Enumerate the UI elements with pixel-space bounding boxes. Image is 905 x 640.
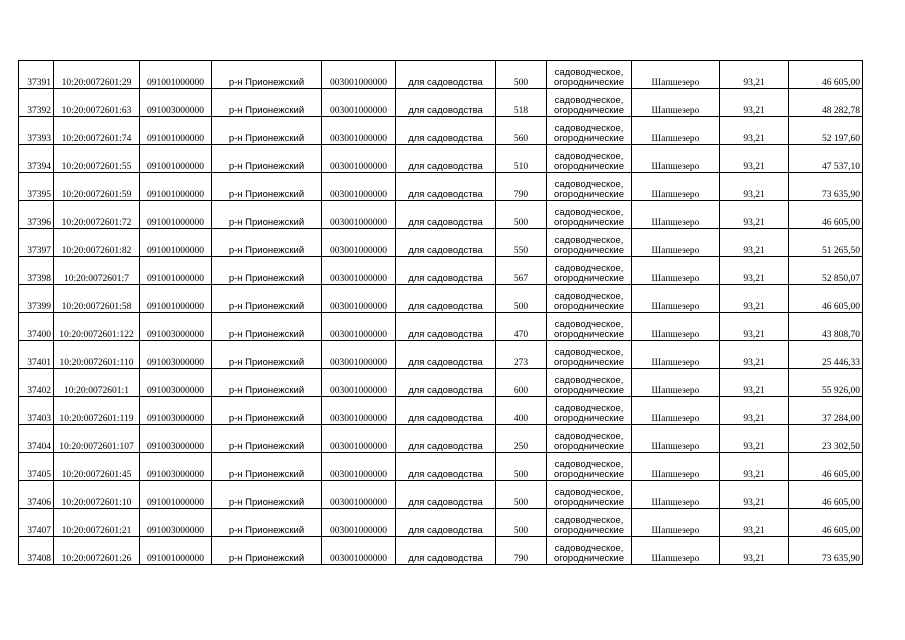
cadastral-value: 23 302,50 [789,425,863,453]
oktmo-code: 091003000000 [140,425,212,453]
purpose-line-1: садоводческое, [554,67,624,78]
category-code: 003001000000 [322,509,396,537]
cadastral-number: 10:20:0072601:107 [54,425,140,453]
plot-area: 560 [496,117,547,145]
category-code: 003001000000 [322,117,396,145]
table-row [19,369,863,397]
purpose-line-2: огороднические [553,273,624,284]
specific-value: 93,21 [720,257,789,285]
cadastral-value: 37 284,00 [789,397,863,425]
purpose-line-1: садоводческое, [554,151,624,162]
plot-area: 500 [496,509,547,537]
row-number: 37407 [19,509,54,537]
specific-value: 93,21 [720,369,789,397]
purpose-line-1: садоводческое, [554,263,624,274]
permitted-use: для садоводства [396,369,496,397]
plot-area: 550 [496,229,547,257]
row-number: 37393 [19,117,54,145]
cadastral-value: 51 265,50 [789,229,863,257]
row-number: 37403 [19,397,54,425]
purpose [547,313,632,341]
location: Шапшезеро [632,453,720,481]
purpose-line-1: садоводческое, [554,347,624,358]
purpose-line-2: огороднические [553,413,624,424]
row-number: 37396 [19,201,54,229]
location: Шапшезеро [632,509,720,537]
table-row [19,537,863,565]
purpose-line-2: огороднические [553,357,624,368]
permitted-use: для садоводства [396,173,496,201]
cadastral-value: 46 605,00 [789,509,863,537]
plot-area: 518 [496,89,547,117]
cadastral-value: 46 605,00 [789,61,863,89]
table-row [19,397,863,425]
table-row [19,173,863,201]
table-row [19,257,863,285]
cadastral-value: 73 635,90 [789,537,863,565]
district: р-н Прионежский [212,117,322,145]
specific-value: 93,21 [720,425,789,453]
category-code: 003001000000 [322,145,396,173]
purpose [547,61,632,89]
purpose-line-1: садоводческое, [554,319,624,330]
oktmo-code: 091003000000 [140,369,212,397]
cadastral-value: 25 446,33 [789,341,863,369]
category-code: 003001000000 [322,173,396,201]
purpose-line-2: огороднические [553,301,624,312]
cadastral-number: 10:20:0072601:26 [54,537,140,565]
district: р-н Прионежский [212,285,322,313]
purpose-line-2: огороднические [553,77,624,88]
purpose [547,509,632,537]
permitted-use: для садоводства [396,341,496,369]
district: р-н Прионежский [212,229,322,257]
district: р-н Прионежский [212,89,322,117]
permitted-use: для садоводства [396,425,496,453]
table-row [19,285,863,313]
row-number: 37401 [19,341,54,369]
plot-area: 567 [496,257,547,285]
permitted-use: для садоводства [396,537,496,565]
purpose-line-1: садоводческое, [554,487,624,498]
category-code: 003001000000 [322,285,396,313]
permitted-use: для садоводства [396,145,496,173]
category-code: 003001000000 [322,313,396,341]
purpose-line-2: огороднические [553,105,624,116]
category-code: 003001000000 [322,481,396,509]
district: р-н Прионежский [212,369,322,397]
purpose-line-2: огороднические [553,245,624,256]
permitted-use: для садоводства [396,61,496,89]
purpose-line-1: садоводческое, [554,543,624,554]
permitted-use: для садоводства [396,285,496,313]
location: Шапшезеро [632,285,720,313]
specific-value: 93,21 [720,509,789,537]
specific-value: 93,21 [720,397,789,425]
location: Шапшезеро [632,537,720,565]
district: р-н Прионежский [212,145,322,173]
district: р-н Прионежский [212,61,322,89]
cadastral-number: 10:20:0072601:110 [54,341,140,369]
permitted-use: для садоводства [396,89,496,117]
location: Шапшезеро [632,61,720,89]
specific-value: 93,21 [720,229,789,257]
purpose-line-2: огороднические [553,161,624,172]
permitted-use: для садоводства [396,229,496,257]
district: р-н Прионежский [212,313,322,341]
specific-value: 93,21 [720,117,789,145]
cadastral-number: 10:20:0072601:29 [54,61,140,89]
permitted-use: для садоводства [396,117,496,145]
district: р-н Прионежский [212,509,322,537]
category-code: 003001000000 [322,453,396,481]
plot-area: 500 [496,481,547,509]
category-code: 003001000000 [322,397,396,425]
table-row [19,145,863,173]
row-number: 37406 [19,481,54,509]
purpose-line-1: садоводческое, [554,515,624,526]
purpose-line-2: огороднические [553,553,624,564]
cadastral-number: 10:20:0072601:7 [54,257,140,285]
cadastral-value: 52 197,60 [789,117,863,145]
plot-area: 470 [496,313,547,341]
row-number: 37404 [19,425,54,453]
purpose [547,537,632,565]
row-number: 37392 [19,89,54,117]
row-number: 37391 [19,61,54,89]
plot-area: 600 [496,369,547,397]
plot-area: 500 [496,285,547,313]
location: Шапшезеро [632,369,720,397]
category-code: 003001000000 [322,229,396,257]
table-row [19,117,863,145]
specific-value: 93,21 [720,453,789,481]
cadastral-value: 52 850,07 [789,257,863,285]
purpose-line-2: огороднические [553,329,624,340]
row-number: 37405 [19,453,54,481]
cadastral-number: 10:20:0072601:55 [54,145,140,173]
purpose-line-1: садоводческое, [554,95,624,106]
specific-value: 93,21 [720,89,789,117]
location: Шапшезеро [632,397,720,425]
specific-value: 93,21 [720,313,789,341]
district: р-н Прионежский [212,425,322,453]
purpose-line-1: садоводческое, [554,459,624,470]
cadastral-number: 10:20:0072601:59 [54,173,140,201]
oktmo-code: 091001000000 [140,537,212,565]
table-row [19,425,863,453]
plot-area: 500 [496,61,547,89]
row-number: 37395 [19,173,54,201]
specific-value: 93,21 [720,173,789,201]
purpose [547,285,632,313]
row-number: 37402 [19,369,54,397]
purpose [547,397,632,425]
category-code: 003001000000 [322,257,396,285]
category-code: 003001000000 [322,537,396,565]
specific-value: 93,21 [720,341,789,369]
row-number: 37408 [19,537,54,565]
district: р-н Прионежский [212,201,322,229]
cadastral-value: 48 282,78 [789,89,863,117]
row-number: 37399 [19,285,54,313]
purpose-line-1: садоводческое, [554,431,624,442]
purpose [547,229,632,257]
table-row [19,481,863,509]
location: Шапшезеро [632,89,720,117]
table-row [19,509,863,537]
table-row [19,229,863,257]
category-code: 003001000000 [322,425,396,453]
purpose-line-1: садоводческое, [554,375,624,386]
row-number: 37400 [19,313,54,341]
purpose [547,369,632,397]
district: р-н Прионежский [212,453,322,481]
district: р-н Прионежский [212,481,322,509]
location: Шапшезеро [632,313,720,341]
table-row [19,201,863,229]
cadastral-number: 10:20:0072601:10 [54,481,140,509]
cadastral-value: 46 605,00 [789,453,863,481]
oktmo-code: 091003000000 [140,509,212,537]
purpose [547,257,632,285]
purpose-line-2: огороднические [553,441,624,452]
cadastral-value: 43 808,70 [789,313,863,341]
location: Шапшезеро [632,173,720,201]
plot-area: 273 [496,341,547,369]
oktmo-code: 091001000000 [140,257,212,285]
land-plot-table [18,60,863,565]
cadastral-value: 47 537,10 [789,145,863,173]
category-code: 003001000000 [322,341,396,369]
cadastral-number: 10:20:0072601:45 [54,453,140,481]
table-row [19,341,863,369]
purpose-line-1: садоводческое, [554,123,624,134]
cadastral-number: 10:20:0072601:63 [54,89,140,117]
specific-value: 93,21 [720,537,789,565]
oktmo-code: 091003000000 [140,453,212,481]
table-row [19,61,863,89]
cadastral-number: 10:20:0072601:74 [54,117,140,145]
location: Шапшезеро [632,229,720,257]
location: Шапшезеро [632,201,720,229]
location: Шапшезеро [632,341,720,369]
cadastral-number: 10:20:0072601:72 [54,201,140,229]
permitted-use: для садоводства [396,201,496,229]
cadastral-value: 55 926,00 [789,369,863,397]
purpose [547,425,632,453]
specific-value: 93,21 [720,481,789,509]
category-code: 003001000000 [322,201,396,229]
cadastral-value: 73 635,90 [789,173,863,201]
purpose [547,201,632,229]
purpose-line-2: огороднические [553,497,624,508]
plot-area: 250 [496,425,547,453]
plot-area: 500 [496,201,547,229]
table-body [19,61,863,565]
cadastral-value: 46 605,00 [789,481,863,509]
category-code: 003001000000 [322,89,396,117]
purpose [547,341,632,369]
oktmo-code: 091003000000 [140,341,212,369]
oktmo-code: 091003000000 [140,89,212,117]
plot-area: 500 [496,453,547,481]
purpose-line-1: садоводческое, [554,403,624,414]
table-row [19,313,863,341]
purpose-line-2: огороднические [553,469,624,480]
location: Шапшезеро [632,481,720,509]
table-row [19,453,863,481]
category-code: 003001000000 [322,369,396,397]
cadastral-number: 10:20:0072601:122 [54,313,140,341]
oktmo-code: 091001000000 [140,229,212,257]
plot-area: 790 [496,537,547,565]
permitted-use: для садоводства [396,509,496,537]
oktmo-code: 091001000000 [140,117,212,145]
oktmo-code: 091003000000 [140,313,212,341]
purpose [547,89,632,117]
registry-sheet [18,60,863,565]
specific-value: 93,21 [720,61,789,89]
cadastral-value: 46 605,00 [789,285,863,313]
oktmo-code: 091001000000 [140,61,212,89]
row-number: 37398 [19,257,54,285]
table-row [19,89,863,117]
oktmo-code: 091001000000 [140,173,212,201]
cadastral-number: 10:20:0072601:58 [54,285,140,313]
purpose-line-1: садоводческое, [554,207,624,218]
plot-area: 400 [496,397,547,425]
cadastral-number: 10:20:0072601:119 [54,397,140,425]
oktmo-code: 091001000000 [140,201,212,229]
specific-value: 93,21 [720,285,789,313]
purpose-line-2: огороднические [553,133,624,144]
permitted-use: для садоводства [396,397,496,425]
purpose-line-1: садоводческое, [554,235,624,246]
cadastral-number: 10:20:0072601:1 [54,369,140,397]
permitted-use: для садоводства [396,453,496,481]
purpose-line-1: садоводческое, [554,179,624,190]
purpose-line-1: садоводческое, [554,291,624,302]
oktmo-code: 091001000000 [140,145,212,173]
location: Шапшезеро [632,145,720,173]
cadastral-number: 10:20:0072601:21 [54,509,140,537]
permitted-use: для садоводства [396,313,496,341]
purpose [547,145,632,173]
district: р-н Прионежский [212,257,322,285]
oktmo-code: 091001000000 [140,285,212,313]
district: р-н Прионежский [212,341,322,369]
district: р-н Прионежский [212,397,322,425]
cadastral-value: 46 605,00 [789,201,863,229]
district: р-н Прионежский [212,173,322,201]
purpose-line-2: огороднические [553,385,624,396]
permitted-use: для садоводства [396,257,496,285]
plot-area: 510 [496,145,547,173]
location: Шапшезеро [632,425,720,453]
row-number: 37397 [19,229,54,257]
category-code: 003001000000 [322,61,396,89]
specific-value: 93,21 [720,145,789,173]
purpose-line-2: огороднические [553,217,624,228]
district: р-н Прионежский [212,537,322,565]
purpose [547,453,632,481]
location: Шапшезеро [632,117,720,145]
purpose [547,173,632,201]
permitted-use: для садоводства [396,481,496,509]
oktmo-code: 091003000000 [140,397,212,425]
purpose-line-2: огороднические [553,189,624,200]
purpose [547,481,632,509]
location: Шапшезеро [632,257,720,285]
purpose [547,117,632,145]
purpose-line-2: огороднические [553,525,624,536]
row-number: 37394 [19,145,54,173]
oktmo-code: 091001000000 [140,481,212,509]
cadastral-number: 10:20:0072601:82 [54,229,140,257]
plot-area: 790 [496,173,547,201]
specific-value: 93,21 [720,201,789,229]
